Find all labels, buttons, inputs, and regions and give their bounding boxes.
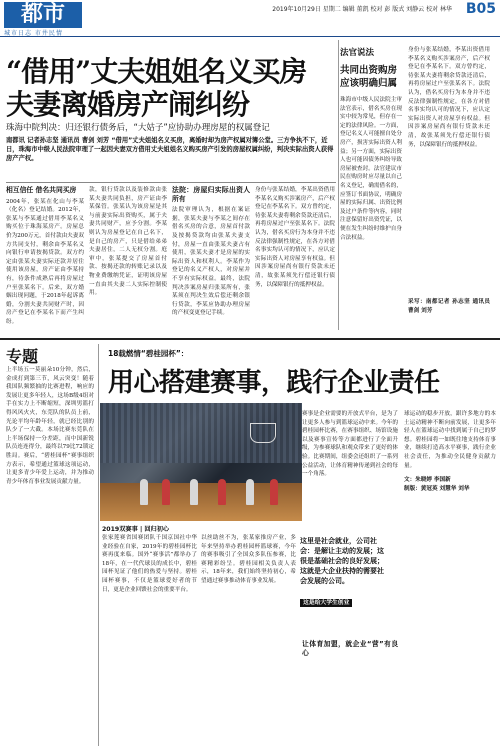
photo-caption: 2019双赛事 | 回归初心 <box>102 526 170 533</box>
article1-lead: 南都讯 记者孙志坚 通讯员 曹剑 刘芳 “借用”丈夫姐姐名义买房，离婚时却为房产权属对簿公堂。三方争执不下，近日，珠海市中级人民法院审理了一起因夫妻双方借用丈夫姐姐名义购买房产引发的房屋权属纠纷，判决实际出资人获得房产产权。 <box>6 137 334 162</box>
article1-column1 <box>6 186 84 327</box>
sidebar-subtitle: 共同出资购房应该明确归属 <box>340 65 398 89</box>
column-text: 身份与张某结婚，李某出资借用李某名义购买涉案房产，后产权登记在李某名下。双方曾约定，待张某夫妻将剩余贷款还清后，再将房屋过户至张某名下。法院认为，借名买房行为本身并不违反法律强制性规定，在各方对借名事实均认可的情况下，应认定实际出资人对房屋享有权益。但因涉案房屋尚有银行贷款未还清，故张某须先行偿还银行债务，以保障银行的抵押权益。 <box>255 187 335 288</box>
article1-headline <box>6 55 336 121</box>
article2-column3b <box>302 640 398 657</box>
article2-credits: 文：朱晓婷 李国新 制版：黄冠英 刘慧华 刘华 <box>404 477 470 492</box>
article1-subhead: 珠海中院判决：归还银行债务后，“大姑子”应协助办理房屋的权属登记 <box>6 123 270 133</box>
sidebar-divider <box>338 40 339 330</box>
sidebar-title: 法官说法 <box>340 48 375 58</box>
article2-kicker: 18载燃情“碧桂园杯”： <box>108 349 189 358</box>
section-heading: 让体育加盟，就企业“营”有良心 <box>302 640 398 657</box>
article2-column2: 以丝助丝不为，张某家推房产业，多年来坚持举办碧桂园杯篮球赛，今年的赛事吸引了全国众多队伍参赛，比赛精彩纷呈。碧桂园相关负责人表示，18年来，我们始终坚持初心，希望通过赛事推动体育事业发展。 <box>201 535 296 584</box>
pull-quote-text: 这里是社会就业，公司社会：是解让主动的发展；这很是基础社会的良好发展；这就是大企业扶持的需要社会发展的公司。 <box>300 536 384 585</box>
divider <box>6 182 336 183</box>
sidebar-body: 珠海市中级人民法院主审法官表示，借名买房在现实中较为常见，但存在一定的法律风险。一方面，登记名义人可能擅自处分房产，损害实际出资人利益；另一方面，实际出资人也可能因债务纠纷导致房屋被查封。法官建议市民在购房时应尽量以自己名义登记，确需借名的，应签订书面协议，明确房屋的实际归属、出资比例及过户条件等内容，同时注意保留好出资凭证，以便在发生纠纷时维护自身合法权益。 <box>340 97 402 241</box>
article1-column4 <box>255 186 335 289</box>
reporter-credit: 采写：南都记者 孙志坚 通讯员 曹剑 刘芳 <box>408 299 490 314</box>
section-tagline: 城市日志 市井民情 <box>4 30 63 37</box>
headline-line2: 夫妻离婚房产闹纠纷 <box>6 88 250 121</box>
section-heading: 法院：房屋归实际出资人所有 <box>172 186 250 203</box>
pull-quote <box>300 536 386 630</box>
column-text: 球运动的稳步开放，跟许多地方的本土运动精神不断向前发展，让更多年轻人在篮球运动中找到属于自己的梦想。碧桂园将一如既往地支持体育事业，继续打造高水平赛事，践行企业社会责任，为推动全民健身贡献力量。 <box>404 411 496 469</box>
pull-quote-tag: 这是给大学生创业 <box>300 599 352 607</box>
column-text: 2004年，张某在化山与李某（化名）登记结婚。2012年，张某与李某通过借用李某名义购买位于珠海某房产。房屋总价为200万元，首付款由夫妻双方共同支付，剩余由李某名义向银行申请按揭贷款。双方约定由张某夫妻实际还款并居住使用该房屋，房产证由李某持有，待条件成熟后再将房屋过户至张某名下。后来，双方婚姻出现问题，于2018年起诉离婚，分割夫妻共同财产时，因房产登记在李某名下而产生纠纷。 <box>6 198 84 325</box>
date-line: 2019年10月29日 星期二 编辑 董凯 校对 彭 版式 刘静云 校对 林华 <box>272 6 452 13</box>
headline-line1: “借用”丈夫姐姐名义买房 <box>6 55 307 88</box>
article2-headline: 用心搭建赛事，践行企业责任 <box>108 368 440 398</box>
column-text: 赛事是企业需要的开放式平台，是为了让更多人参与到篮球运动中来。今年的碧桂园杯比赛，在赛事组织、场馆设施以及赛事宣传等方面都进行了全面升级，为参赛球队和观众带来了更好的体验。比赛期间，组委会还组织了一系列公益活动，让体育精神传递到社会的每一个角落。 <box>302 411 398 478</box>
article2-column4 <box>404 410 496 493</box>
section-logo: 都市 <box>4 2 82 28</box>
masthead <box>0 0 500 37</box>
special-body: 上半场五一莫丽朵10分钟，然后，金成打到第三节，风云突变！随着我国队频繁抽的比赛进程，响应的发展让更多年轻人，这场B级4组对手在实力上不断缩短，深圳男篮打得风风火火，东莞队的队员上前，光论平均年龄年轻，就已经比别的队少了一大截。本场比赛东莞队在上半场保持一分差距，而中国新锐队员连连得分，最终以79比72锁定胜局。赛后，“碧桂园杯”赛事组织方表示，希望通过篮球这项运动，让更多青少年爱上运动，并为推动青少年体育事业发展贡献力量。 <box>6 367 94 485</box>
special-divider <box>98 344 99 746</box>
sidebar <box>340 38 490 328</box>
article2-column1: 张家莲赛省国赛团队千国京国社中华业经验在自家，2019年的碧桂园杯比赛再度来临。国外“赛事活”都举办了18年，在一代代球员的成长中，碧桂园杯见证了他们的热爱与坚持。碧桂园杯赛事，不仅是篮球爱好者的节日，更是企业回馈社会的重要平台。 <box>102 535 197 593</box>
basketball-photo <box>100 403 302 521</box>
column-text: 款，银行贷款以及装修款由张某夫妻共同负担，房产证由李某保管。张某认为该房屋是其与前妻实际出资购买，属于夫妻共同财产，应予分割。李某则认为房屋登记在自己名下，是自己的房产，只是借给弟弟夫妻居住，二人无权分割。庭审中，张某提交了房屋首付款、按揭还款的转账记录以及物业费缴纳凭证，证明该房屋一直由其夫妻二人实际控制使用。 <box>89 187 167 297</box>
page-number: B05 <box>465 1 496 17</box>
section-divider <box>0 338 500 340</box>
special-label: 专题 <box>6 347 39 366</box>
article1-column3 <box>172 186 250 318</box>
article2-column3 <box>302 410 398 479</box>
article1-column2 <box>89 186 167 298</box>
sidebar-continued: 身份与张某结婚，李某出资借用李某名义购买涉案房产，后产权登记在李某名下。双方曾约定，待张某夫妻将剩余贷款还清后，再将房屋过户至张某名下。法院认为，借名买房行为本身并不违反法律强制性规定，在各方对借名事实均认可的情况下，应认定实际出资人对房屋享有权益。但因涉案房屋尚有银行贷款未还清，故张某须先行偿还银行债务，以保障银行的抵押权益。 <box>408 47 490 148</box>
column-text: 法院审理认为，根据在案证据，张某夫妻与李某之间存在借名买房的合意，房屋首付款及按揭贷款均由张某夫妻支付，房屋一直由张某夫妻占有使用，张某夫妻才是房屋的实际出资人和权利人。李某作为登记的名义产权人，对房屋并不享有实际权益。最终，法院判决涉案房屋归张某所有，张某须在判决生效后偿还剩余银行贷款，李某应协助办理房屋的产权变更登记手续。 <box>172 207 250 317</box>
section-heading: 相互信任 借名共同买房 <box>6 186 77 194</box>
